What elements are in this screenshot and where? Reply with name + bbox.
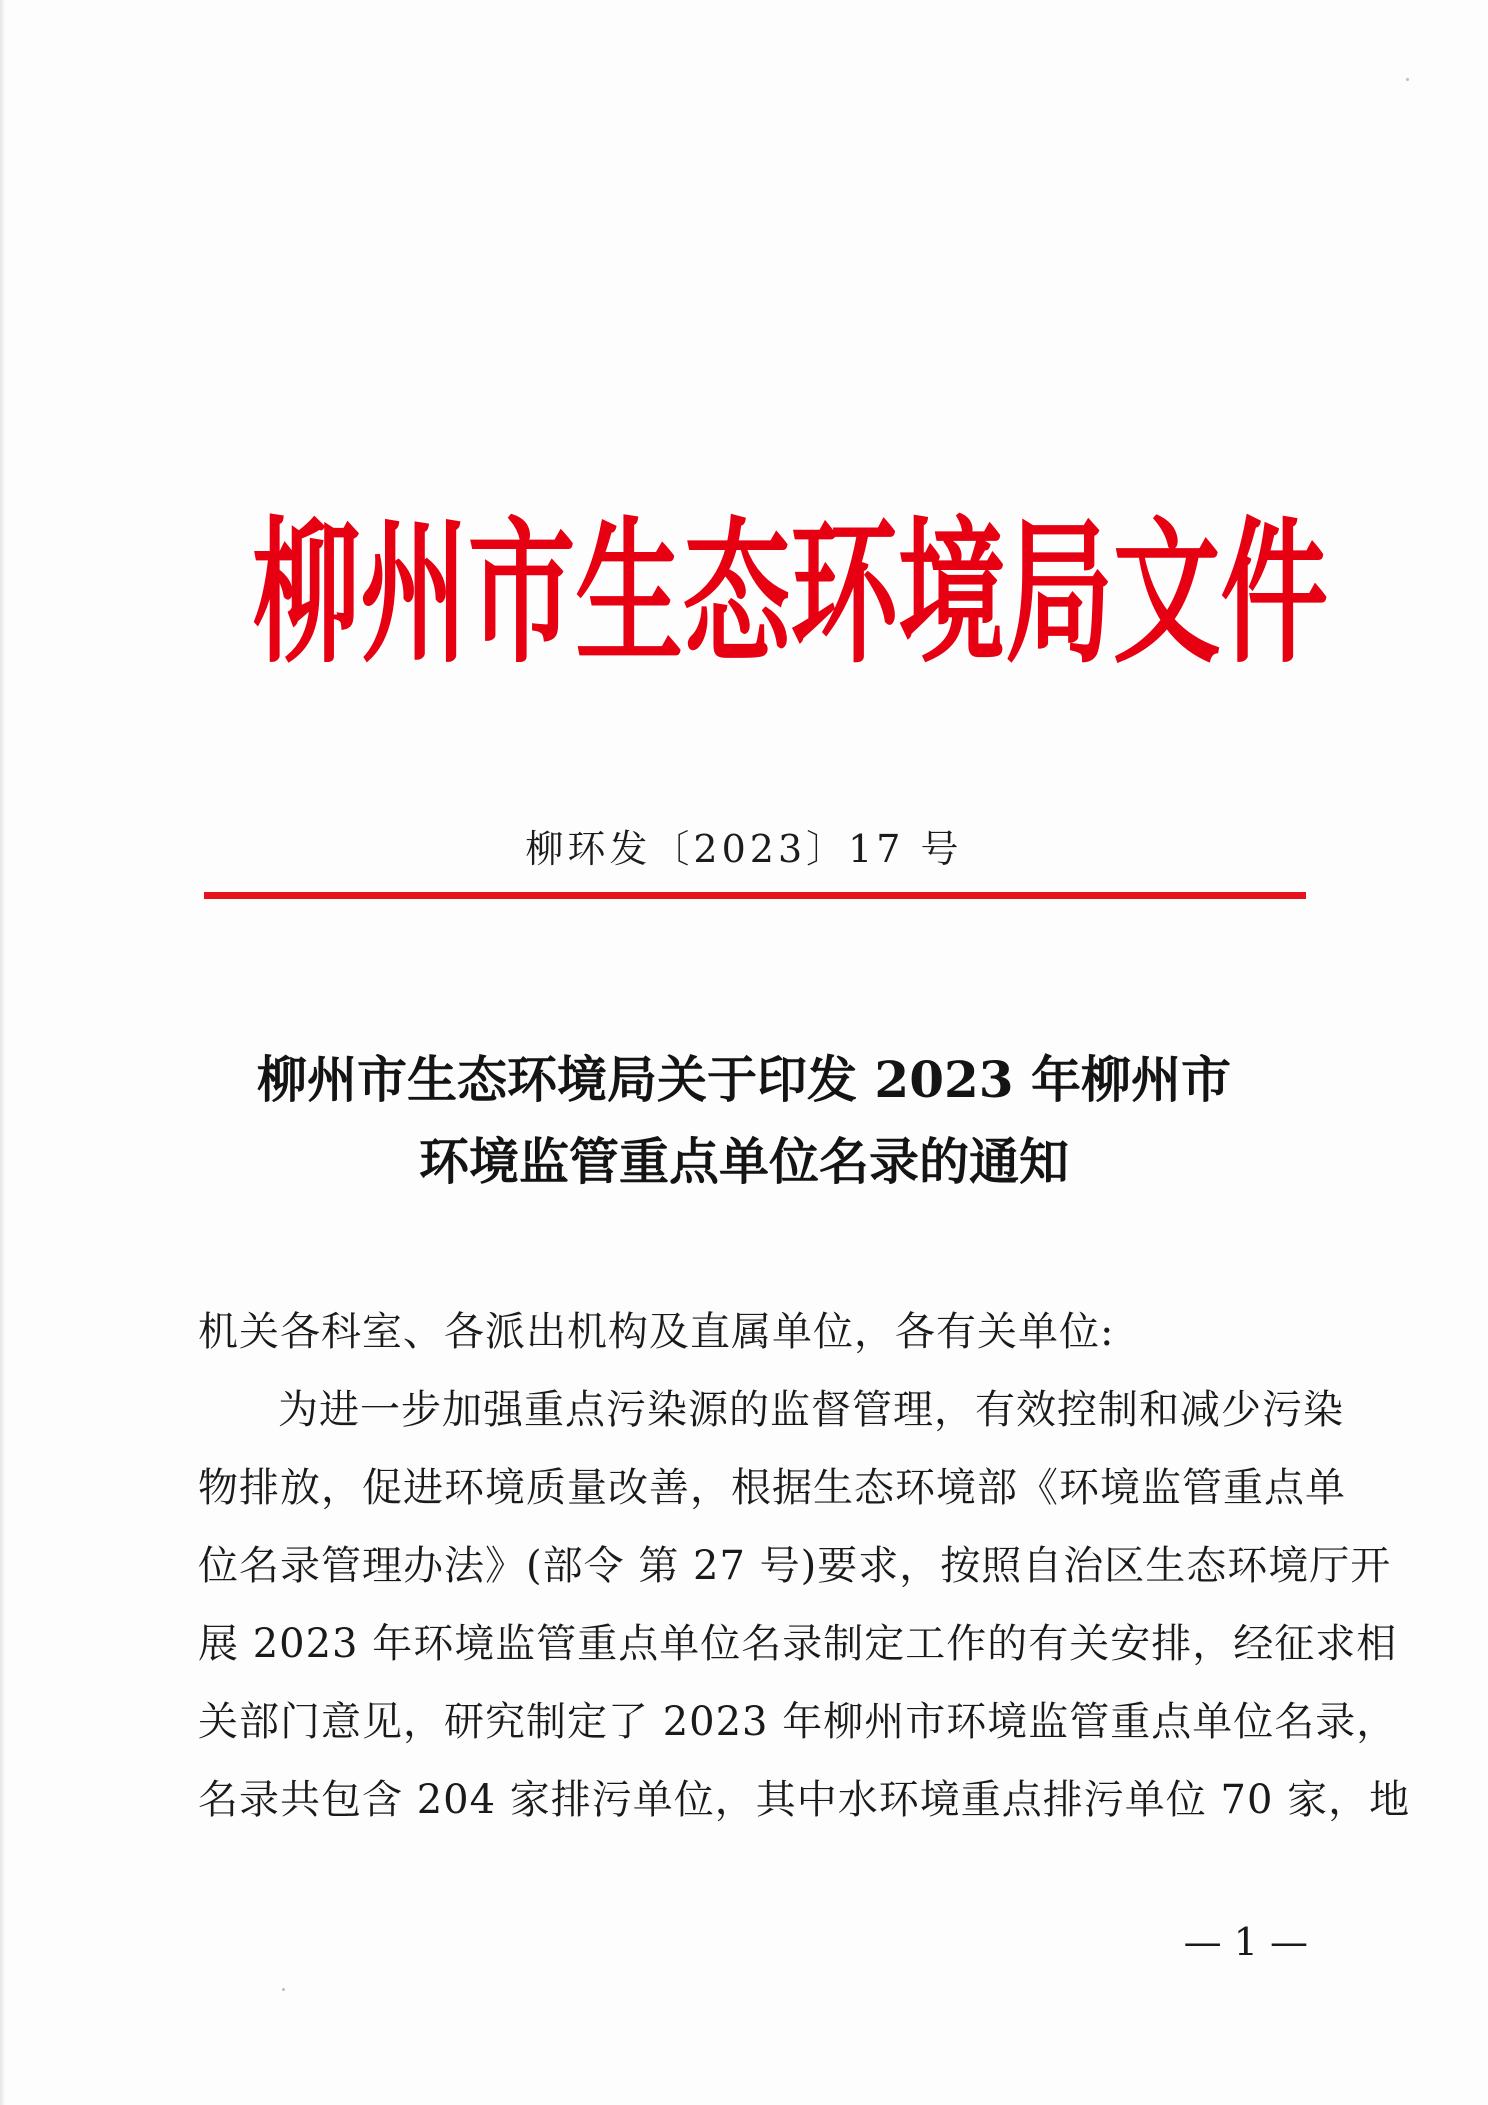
masthead-title: 柳州市生态环境局文件 <box>252 503 1329 686</box>
notice-title-line-1: 柳州市生态环境局关于印发 2023 年柳州市 <box>257 1050 1231 1109</box>
body-paragraph-line: 关部门意见，研究制定了 2023 年柳州市环境监管重点单位名录， <box>198 1699 1398 1745</box>
body-paragraph-line: 物排放，促进环境质量改善，根据生态环境部《环境监管重点单 <box>198 1465 1346 1511</box>
document-number: 柳环发〔2023〕17 号 <box>525 827 963 871</box>
notice-title-line-2: 环境监管重点单位名录的通知 <box>419 1132 1069 1191</box>
body-paragraph-line: 展 2023 年环境监管重点单位名录制定工作的有关安排，经征求相 <box>198 1621 1398 1667</box>
page-number: — 1 — <box>1183 1920 1308 1964</box>
scan-speck <box>1406 78 1409 81</box>
body-paragraph-line: 位名录管理办法》(部令 第 27 号)要求，按照自治区生态环境厅开 <box>198 1543 1392 1589</box>
scan-speck <box>282 1988 285 1991</box>
body-paragraph-line: 名录共包含 204 家排污单位，其中水环境重点排污单位 70 家，地 <box>198 1777 1411 1823</box>
body-paragraph-line: 为进一步加强重点污染源的监督管理，有效控制和减少污染 <box>278 1387 1344 1433</box>
red-divider-line <box>204 892 1306 899</box>
salutation: 机关各科室、各派出机构及直属单位，各有关单位: <box>198 1309 1115 1355</box>
